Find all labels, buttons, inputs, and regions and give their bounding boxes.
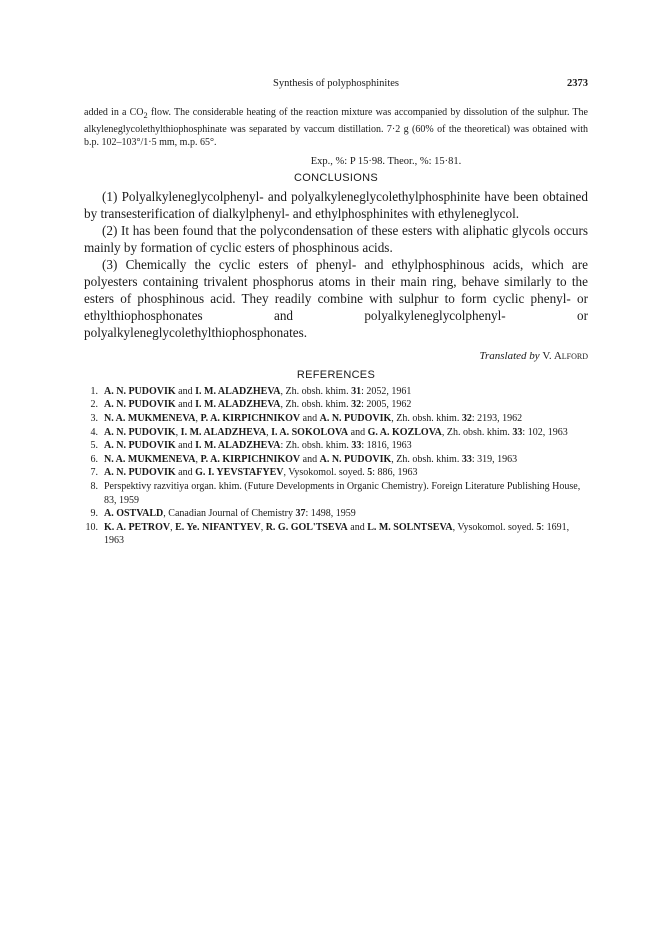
reference-pages-year: : 1498, 1959 — [305, 508, 356, 520]
reference-author: G. A. KOZLOVA — [367, 426, 442, 438]
reference-number: 8. — [90, 480, 98, 492]
translated-by-label: Translated by — [479, 349, 540, 362]
reference-separator: and — [175, 399, 196, 411]
reference-number: 7. — [90, 467, 98, 479]
reference-volume: 33 — [461, 453, 472, 465]
reference-pages-year: : 1691, 1963 — [104, 521, 570, 547]
reference-separator: , — [195, 412, 201, 424]
reference-separator: and — [175, 385, 196, 397]
page-number: 2373 — [567, 78, 588, 89]
reference-separator: and — [175, 467, 196, 479]
reference-number: 10. — [85, 521, 98, 533]
reference-pages-year: : 886, 1963 — [372, 467, 418, 479]
reference-separator: and — [300, 453, 320, 465]
reference-source: , Vysokomol. soyed. — [283, 467, 368, 479]
reference-separator: , — [260, 521, 266, 533]
reference-item — [84, 521, 588, 548]
reference-item — [84, 466, 588, 480]
reference-author: N. A. MUKMENEVA — [104, 453, 196, 465]
conclusion-paragraph-1: (1) Polyalkyleneglycolphenyl- and polyalkyleneglycolethylphosphinite have been obtained by transesterification of dialkylphenyl- and ethylphosphinites with ethyleneglycol. — [84, 188, 588, 221]
reference-number: 4. — [90, 426, 98, 438]
page — [84, 78, 588, 548]
reference-source: , Zh. obsh. khim. — [391, 412, 462, 424]
reference-item — [84, 398, 588, 412]
reference-author: P. A. KIRPICHNIKOV — [200, 453, 301, 465]
reference-author: P. A. KIRPICHNIKOV — [200, 412, 301, 424]
reference-volume: 37 — [295, 508, 306, 520]
reference-number: 6. — [90, 453, 98, 465]
reference-item — [84, 426, 588, 440]
reference-pages-year: : 319, 1963 — [471, 453, 518, 465]
reference-source: , Zh. obsh. khim. — [280, 399, 352, 411]
reference-separator: , — [175, 426, 181, 438]
reference-source: , Zh. obsh. khim. — [280, 385, 352, 397]
intro-text-start: added in a CO — [84, 107, 144, 118]
reference-separator: , — [266, 426, 272, 438]
conclusion-paragraph-3: (3) Chemically the cyclic esters of phenyl- and ethylphosphinous acids, which are polyesters containing trivalent phosphorus atoms in their main ring, behave similarly to the esters of phosphinous acid. They readily combine with sulphur to form cyclic phenyl- or ethylthiophosphonates and polyalkyleneglycolphenyl- or polyalkyleneglycolethylthiophosphonates. — [84, 256, 588, 340]
conclusions-heading: CONCLUSIONS — [294, 171, 378, 184]
reference-volume: 5 — [367, 467, 373, 479]
reference-number: 2. — [90, 399, 98, 411]
reference-item — [84, 439, 588, 453]
reference-author: A. N. PUDOVIK — [104, 440, 176, 452]
reference-separator: and — [348, 426, 368, 438]
running-head — [84, 78, 588, 92]
reference-author: K. A. PETROV — [104, 521, 171, 533]
conclusion-paragraph-2: (2) It has been found that the polycondensation of these esters with aliphatic glycols occurs mainly by formation of cyclic esters of phosphinous acids. — [84, 222, 588, 255]
reference-separator: and — [175, 440, 196, 452]
reference-author: A. OSTVALD — [104, 508, 164, 520]
reference-separator: , — [195, 453, 201, 465]
intro-text-rest: flow. The considerable heating of the reaction mixture was accompanied by dissolution of the sulphur. The alkyleneglycolethylthiophosphinate was separated by vaccum distillation. 7·2 g (60% of the theoretical) was obtained with b.p. 102–103°/1·5 mm, m.p. 65°. — [84, 107, 588, 149]
reference-author: A. N. PUDOVIK — [104, 399, 176, 411]
reference-item — [84, 453, 588, 467]
reference-author: I. A. SOKOLOVA — [271, 426, 349, 438]
analysis-line: Exp., %: P 15·98. Theor., %: 15·81. — [310, 155, 462, 167]
co2-subscript: 2 — [143, 111, 148, 120]
reference-number: 1. — [90, 385, 98, 397]
reference-author: A. N. PUDOVIK — [104, 385, 176, 397]
reference-author: R. G. GOL'TSEVA — [265, 521, 348, 533]
reference-source: Perspektivy razvitiya organ. khim. (Future Developments in Organic Chemistry). Foreign Literature Publishing House, 83, 1959 — [104, 480, 581, 506]
reference-separator: , — [170, 521, 176, 533]
reference-item — [84, 412, 588, 426]
reference-volume: 33 — [351, 440, 362, 452]
reference-volume: 5 — [536, 521, 542, 533]
reference-author: A. N. PUDOVIK — [104, 426, 176, 438]
running-title: Synthesis of polyphosphinites — [272, 78, 399, 89]
reference-pages-year: : 2193, 1962 — [471, 412, 523, 424]
translator-credit — [84, 350, 588, 362]
translator-name: V. Alford — [542, 349, 588, 362]
reference-pages-year: : 2052, 1961 — [361, 385, 412, 397]
intro-paragraph — [84, 106, 588, 150]
reference-source: , Zh. obsh. khim. — [391, 453, 462, 465]
reference-volume: 32 — [461, 412, 472, 424]
references-list — [84, 385, 588, 548]
reference-pages-year: : 102, 1963 — [522, 426, 568, 438]
reference-item — [84, 385, 588, 399]
reference-author: I. M. ALADZHEVA — [195, 440, 281, 452]
reference-separator: and — [347, 521, 368, 533]
reference-source: , Zh. obsh. khim. — [441, 426, 513, 438]
reference-source: , Canadian Journal of Chemistry — [163, 508, 296, 520]
reference-source: , Vysokomol. soyed. — [452, 521, 537, 533]
reference-volume: 33 — [512, 426, 523, 438]
reference-author: N. A. MUKMENEVA — [104, 412, 196, 424]
reference-number: 9. — [90, 508, 98, 520]
reference-pages-year: : 2005, 1962 — [361, 399, 412, 411]
reference-author: G. I. YEVSTAFYEV — [195, 467, 284, 479]
reference-number: 3. — [90, 412, 98, 424]
reference-author: A. N. PUDOVIK — [319, 412, 392, 424]
reference-author: A. N. PUDOVIK — [104, 467, 176, 479]
reference-item — [84, 480, 588, 507]
reference-volume: 32 — [351, 399, 362, 411]
reference-pages-year: : 1816, 1963 — [361, 440, 412, 452]
reference-author: A. N. PUDOVIK — [319, 453, 392, 465]
reference-volume: 31 — [351, 385, 362, 397]
reference-author: E. Ye. NIFANTYEV — [175, 521, 261, 533]
reference-author: I. M. ALADZHEVA — [195, 385, 281, 397]
reference-author: L. M. SOLNTSEVA — [367, 521, 453, 533]
reference-separator: and — [300, 412, 320, 424]
reference-number: 5. — [90, 440, 98, 452]
reference-author: I. M. ALADZHEVA — [180, 426, 267, 438]
references-heading: REFERENCES — [296, 368, 376, 381]
reference-source: : Zh. obsh. khim. — [280, 440, 352, 452]
reference-item — [84, 507, 588, 521]
reference-author: I. M. ALADZHEVA — [195, 399, 281, 411]
